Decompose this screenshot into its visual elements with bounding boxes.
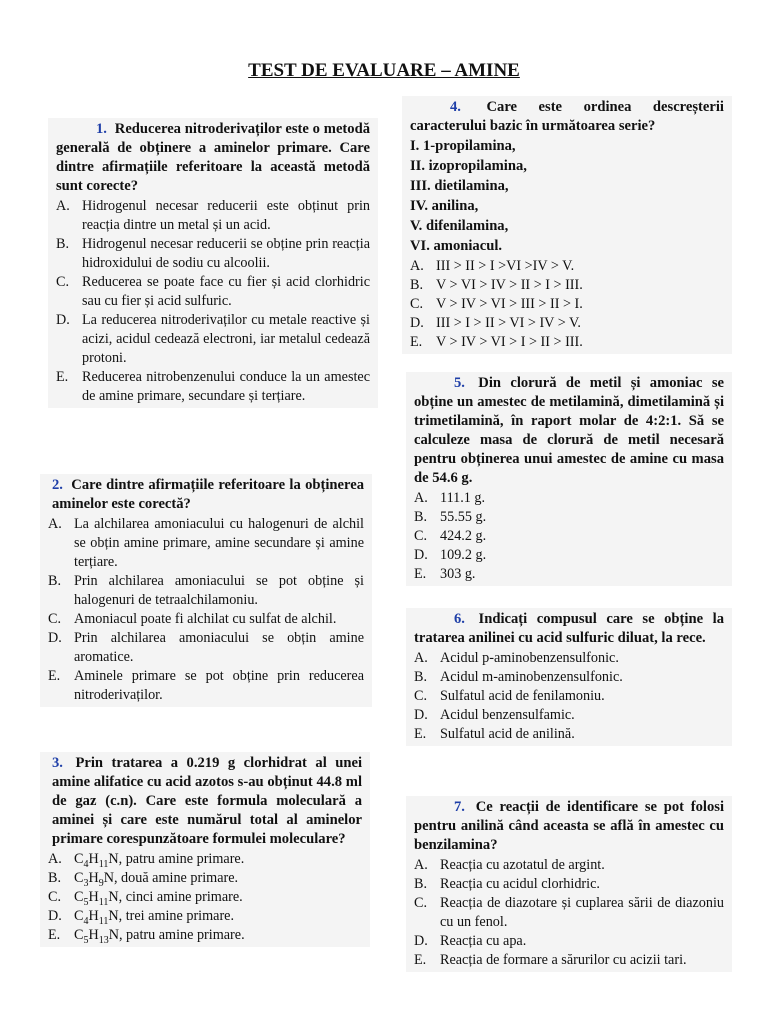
option-text: 55.55 g. (440, 509, 487, 525)
option-3a[interactable] (48, 850, 362, 869)
formula-subscript: 11 (98, 896, 109, 908)
option-letter: B. (48, 573, 62, 589)
option-text: Acidul benzensulfamic. (440, 707, 575, 723)
question-3-text (48, 754, 362, 849)
question-5-stem: Din clorură de metil și amoniac se obține un amestec de metilamină, dimetilamină și trimetilamină, în raport molar de 4:2:1. Să se calculeze masa de clorură de metil necesară pentru obținerea unui amestec de amine cu masa de 54.6 g. (414, 375, 724, 486)
option-7b[interactable] (414, 875, 724, 894)
option-letter: D. (48, 908, 62, 924)
option-6b[interactable] (414, 668, 724, 687)
option-4d[interactable] (410, 314, 724, 333)
formula-subscript: 3 (83, 877, 89, 889)
option-text: V > IV > VI > I > II > III. (436, 334, 583, 350)
formula-part: C (74, 851, 84, 867)
option-formula (74, 850, 362, 869)
question-7-text (414, 798, 724, 855)
option-text: Hidrogenul necesar reducerii este obținut prin reacția dintre un metal și un acid. (82, 198, 370, 233)
formula-part: H (88, 908, 99, 924)
formula-part: H (88, 927, 99, 943)
option-4a[interactable] (410, 257, 724, 276)
option-5e[interactable] (414, 565, 724, 584)
option-1e[interactable] (56, 368, 370, 406)
option-6d[interactable] (414, 706, 724, 725)
option-letter: D. (48, 630, 62, 646)
option-text: V > IV > VI > III > II > I. (436, 296, 583, 312)
option-letter: C. (48, 611, 62, 627)
option-7d[interactable] (414, 932, 724, 951)
question-6-number: 6. (454, 611, 465, 627)
question-6-stem: Indicați compusul care se obține la tratarea anilinei cu acid sulfuric diluat, la rece. (414, 611, 724, 646)
question-4-number: 4. (450, 99, 461, 115)
option-text: La alchilarea amoniacului cu halogenuri de alchil se obțin amine primare, amine secundare și amine terțiare. (74, 516, 364, 570)
option-1a[interactable] (56, 197, 370, 235)
option-7c[interactable] (414, 894, 724, 932)
option-letter: C. (414, 688, 428, 704)
option-3e[interactable] (48, 926, 362, 945)
series-item: IV. anilina, (410, 198, 479, 214)
option-letter: A. (48, 851, 62, 867)
option-letter: C. (48, 889, 62, 905)
option-letter: D. (414, 547, 428, 563)
formula-subscript: 13 (98, 934, 109, 946)
formula-part: C (74, 889, 84, 905)
question-1-text (56, 120, 370, 196)
option-text: III > II > I >VI >IV > V. (436, 258, 575, 274)
option-text: La reducerea nitroderivaților cu metale reactive și acizi, acidul cedează electroni, iar metalul cedează protoni. (82, 312, 370, 366)
formula-part: N, cinci amine primare. (108, 889, 243, 905)
formula-part: H (88, 851, 99, 867)
formula-part: N, patru amine primare. (108, 927, 245, 943)
option-text: Reacția cu acidul clorhidric. (440, 876, 600, 892)
option-letter: B. (48, 870, 62, 886)
formula-subscript: 4 (83, 915, 89, 927)
option-letter: A. (414, 857, 428, 873)
option-formula (74, 926, 362, 945)
formula-subscript: 11 (98, 915, 109, 927)
option-text: Reducerea nitrobenzenului conduce la un amestec de amine primare, secundare și terțiare. (82, 369, 370, 404)
option-6c[interactable] (414, 687, 724, 706)
option-text: 424.2 g. (440, 528, 487, 544)
option-text: V > VI > IV > II > I > III. (436, 277, 583, 293)
question-4-text (410, 98, 724, 136)
question-3 (40, 752, 370, 947)
option-7e[interactable] (414, 951, 724, 970)
option-6e[interactable] (414, 725, 724, 744)
question-4-stem: Care este ordinea descreșterii caracterului bazic în următoarea serie? (410, 99, 724, 134)
option-letter: A. (410, 258, 424, 274)
option-letter: A. (56, 198, 70, 214)
formula-subscript: 9 (98, 877, 104, 889)
option-text: Acidul m-aminobenzensulfonic. (440, 669, 623, 685)
option-letter: C. (414, 895, 428, 911)
question-3-number: 3. (52, 755, 63, 771)
option-6a[interactable] (414, 649, 724, 668)
formula-subscript: 5 (83, 896, 89, 908)
question-2-number: 2. (52, 477, 63, 493)
option-text: Reducerea se poate face cu fier și acid clorhidric sau cu fier și acid sulfuric. (82, 274, 370, 309)
option-letter: D. (414, 707, 428, 723)
option-text: Reacția de formare a sărurilor cu acizii tari. (440, 952, 687, 968)
formula-part: H (88, 870, 99, 886)
option-letter: E. (410, 334, 423, 350)
option-text: Prin alchilarea amoniacului se pot obține și halogenuri de tetraalchilamoniu. (74, 573, 364, 608)
question-6-text (414, 610, 724, 648)
option-letter: E. (414, 566, 427, 582)
option-letter: A. (48, 516, 62, 532)
question-2 (40, 474, 372, 707)
question-2-stem: Care dintre afirmațiile referitoare la obținerea aminelor este corectă? (52, 477, 364, 512)
question-1 (48, 118, 378, 408)
option-2c[interactable] (48, 610, 364, 629)
option-1d[interactable] (56, 311, 370, 368)
option-letter: E. (56, 369, 69, 385)
option-text: Hidrogenul necesar reducerii se obține prin reacția hidroxidului de sodiu cu alcoolii. (82, 236, 370, 271)
formula-part: C (74, 927, 84, 943)
option-1c[interactable] (56, 273, 370, 311)
series-item: V. difenilamina, (410, 218, 509, 234)
option-letter: B. (414, 509, 428, 525)
formula-subscript: 4 (83, 858, 89, 870)
series-item: I. 1-propilamina, (410, 138, 516, 154)
option-text: Reacția de diazotare și cuplarea sării de diazoniu cu un fenol. (440, 895, 724, 930)
formula-part: C (74, 870, 84, 886)
option-5a[interactable] (414, 489, 724, 508)
option-1b[interactable] (56, 235, 370, 273)
option-text: Reacția cu apa. (440, 933, 527, 949)
formula-part: N, două amine primare. (103, 870, 239, 886)
option-2b[interactable] (48, 572, 364, 610)
question-3-stem: Prin tratarea a 0.219 g clorhidrat al unei amine alifatice cu acid azotos s-au obținut 44.8 ml de gaz (c.n). Care este formula moleculară a aminei și care este numărul total al aminelor primare corespunzătoare formulei moleculare? (52, 755, 362, 847)
option-5b[interactable] (414, 508, 724, 527)
option-4b[interactable] (410, 276, 724, 295)
option-letter: B. (414, 669, 428, 685)
question-7-number: 7. (454, 799, 465, 815)
option-text: 111.1 g. (440, 490, 486, 506)
option-text: Sulfatul acid de anilină. (440, 726, 575, 742)
option-letter: C. (414, 528, 428, 544)
option-4c[interactable] (410, 295, 724, 314)
question-1-number: 1. (96, 121, 107, 137)
option-3d[interactable] (48, 907, 362, 926)
option-letter: E. (414, 726, 427, 742)
option-letter: D. (410, 315, 424, 331)
option-letter: D. (414, 933, 428, 949)
option-7a[interactable] (414, 856, 724, 875)
question-5 (406, 372, 732, 586)
option-text: Acidul p-aminobenzensulfonic. (440, 650, 619, 666)
option-text: Amoniacul poate fi alchilat cu sulfat de alchil. (74, 611, 337, 627)
series-item: II. izopropilamina, (410, 158, 527, 174)
option-4e[interactable] (410, 333, 724, 352)
option-letter: B. (410, 277, 424, 293)
option-letter: E. (48, 668, 61, 684)
option-text: Aminele primare se pot obține prin reducerea nitroderivaților. (74, 668, 364, 703)
option-5d[interactable] (414, 546, 724, 565)
formula-part: H (88, 889, 99, 905)
option-formula (74, 888, 362, 907)
option-letter: B. (56, 236, 70, 252)
question-5-text (414, 374, 724, 488)
question-6 (406, 608, 732, 746)
question-5-number: 5. (454, 375, 465, 391)
option-3b[interactable] (48, 869, 362, 888)
option-text: 109.2 g. (440, 547, 487, 563)
option-text: Sulfatul acid de fenilamoniu. (440, 688, 605, 704)
option-2d[interactable] (48, 629, 364, 667)
page-title: TEST DE EVALUARE – AMINE (248, 60, 520, 81)
option-formula (74, 869, 362, 888)
option-letter: A. (414, 650, 428, 666)
question-1-stem: Reducerea nitroderivaților este o metodă generală de obținere a aminelor primare. Care dintre afirmațiile referitoare la această metodă sunt corecte? (56, 121, 370, 194)
option-letter: E. (48, 927, 61, 943)
option-letter: E. (414, 952, 427, 968)
formula-subscript: 11 (98, 858, 109, 870)
option-5c[interactable] (414, 527, 724, 546)
question-7-stem: Ce reacții de identificare se pot folosi pentru anilină când aceasta se află în amestec cu benzilamina? (414, 799, 725, 853)
option-letter: D. (56, 312, 70, 328)
question-7 (406, 796, 732, 972)
option-letter: C. (56, 274, 70, 290)
option-text: 303 g. (440, 566, 476, 582)
formula-part: N, patru amine primare. (108, 851, 245, 867)
formula-part: C (74, 908, 84, 924)
option-3c[interactable] (48, 888, 362, 907)
option-letter: C. (410, 296, 424, 312)
question-2-text (48, 476, 364, 514)
option-text: Prin alchilarea amoniacului se obțin amine aromatice. (74, 630, 364, 665)
option-2e[interactable] (48, 667, 364, 705)
option-2a[interactable] (48, 515, 364, 572)
formula-subscript: 5 (83, 934, 89, 946)
option-text: III > I > II > VI > IV > V. (436, 315, 581, 331)
series-item: VI. amoniacul. (410, 238, 503, 254)
option-formula (74, 907, 362, 926)
question-4 (402, 96, 732, 354)
series-item: III. dietilamina, (410, 178, 509, 194)
option-text: Reacția cu azotatul de argint. (440, 857, 605, 873)
formula-part: N, trei amine primare. (108, 908, 235, 924)
option-letter: B. (414, 876, 428, 892)
option-letter: A. (414, 490, 428, 506)
